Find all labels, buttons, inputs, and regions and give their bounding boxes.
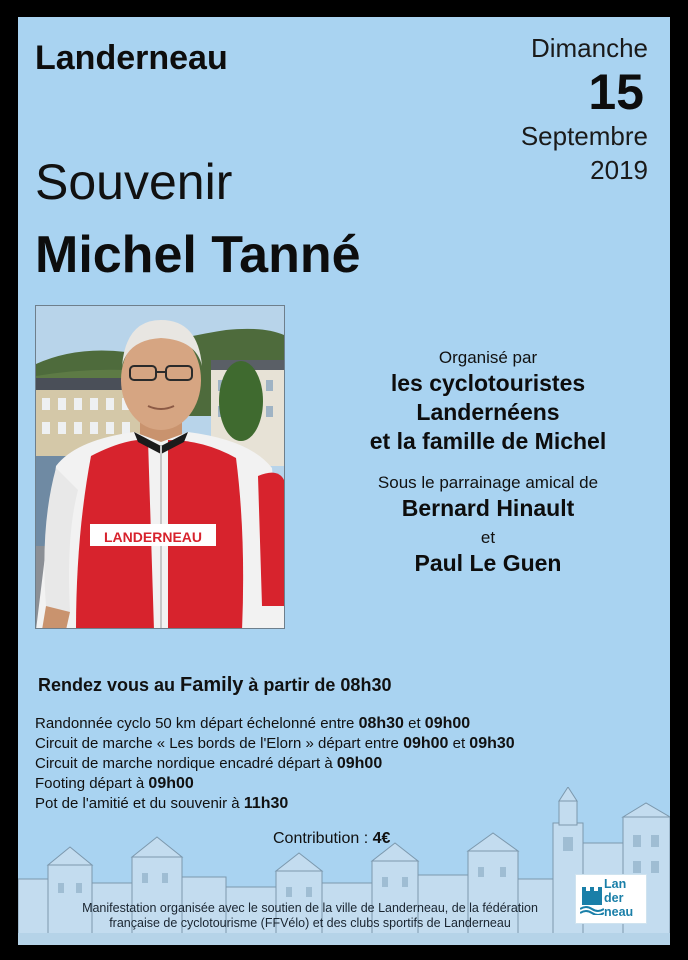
schedule-item: Footing départ à 09h00 bbox=[35, 775, 194, 792]
landerneau-logo bbox=[575, 874, 647, 924]
date-month: Septembre bbox=[520, 121, 648, 151]
organizers-block bbox=[323, 347, 653, 578]
contribution-amount: 4€ bbox=[372, 830, 391, 847]
schedule-item: Randonnée cyclo 50 km départ échelonné entre 08h30 et 09h00 bbox=[35, 715, 471, 732]
schedule-item: Circuit de marche « Les bords de l'Elorn » départ entre 09h00 et 09h30 bbox=[35, 735, 515, 752]
meeting-prefix: Rendez vous au bbox=[38, 675, 181, 695]
date-year: 2019 bbox=[590, 155, 648, 185]
castle-icon bbox=[580, 883, 604, 915]
event-poster bbox=[18, 17, 670, 945]
footer-credits bbox=[40, 901, 580, 931]
organizers-line2: Landernéens bbox=[416, 399, 560, 425]
title-line2: Michel Tanné bbox=[35, 226, 361, 284]
patronage-intro: Sous le parrainage amical de bbox=[377, 473, 599, 492]
date-day-name: Dimanche bbox=[530, 33, 648, 63]
schedule-item: Pot de l'amitié et du souvenir à 11h30 bbox=[35, 795, 289, 812]
organizers-intro: Organisé par bbox=[438, 348, 538, 367]
patron-conjunction: et bbox=[480, 528, 496, 547]
portrait-illustration bbox=[36, 306, 285, 629]
contribution-label: Contribution : bbox=[273, 830, 373, 847]
footer-line1: Manifestation organisée avec le soutien de la ville de Landerneau, de la fédération bbox=[82, 901, 538, 915]
town-name: Landerneau bbox=[35, 39, 228, 77]
event-date bbox=[428, 31, 648, 187]
title-line1: Souvenir bbox=[35, 154, 233, 210]
meeting-place: Family bbox=[180, 674, 244, 696]
meeting-time: 08h30 bbox=[340, 675, 392, 695]
footer-line2: française de cyclotourisme (FFVélo) et des clubs sportifs de Landerneau bbox=[109, 916, 511, 930]
patron-2: Paul Le Guen bbox=[414, 550, 562, 576]
schedule-item: Circuit de marche nordique encadré départ à 09h00 bbox=[35, 755, 383, 772]
logo-text: Lan der neau bbox=[604, 877, 634, 919]
patron-1: Bernard Hinault bbox=[401, 495, 575, 521]
jersey-text: LANDERNEAU bbox=[104, 529, 202, 545]
meeting-middle: à partir de bbox=[243, 675, 341, 695]
portrait-photo bbox=[35, 305, 285, 629]
date-day-number: 15 bbox=[588, 64, 644, 120]
meeting-line bbox=[38, 674, 391, 697]
organizers-line3: et la famille de Michel bbox=[369, 428, 607, 454]
organizers-line1: les cyclotouristes bbox=[390, 370, 586, 396]
